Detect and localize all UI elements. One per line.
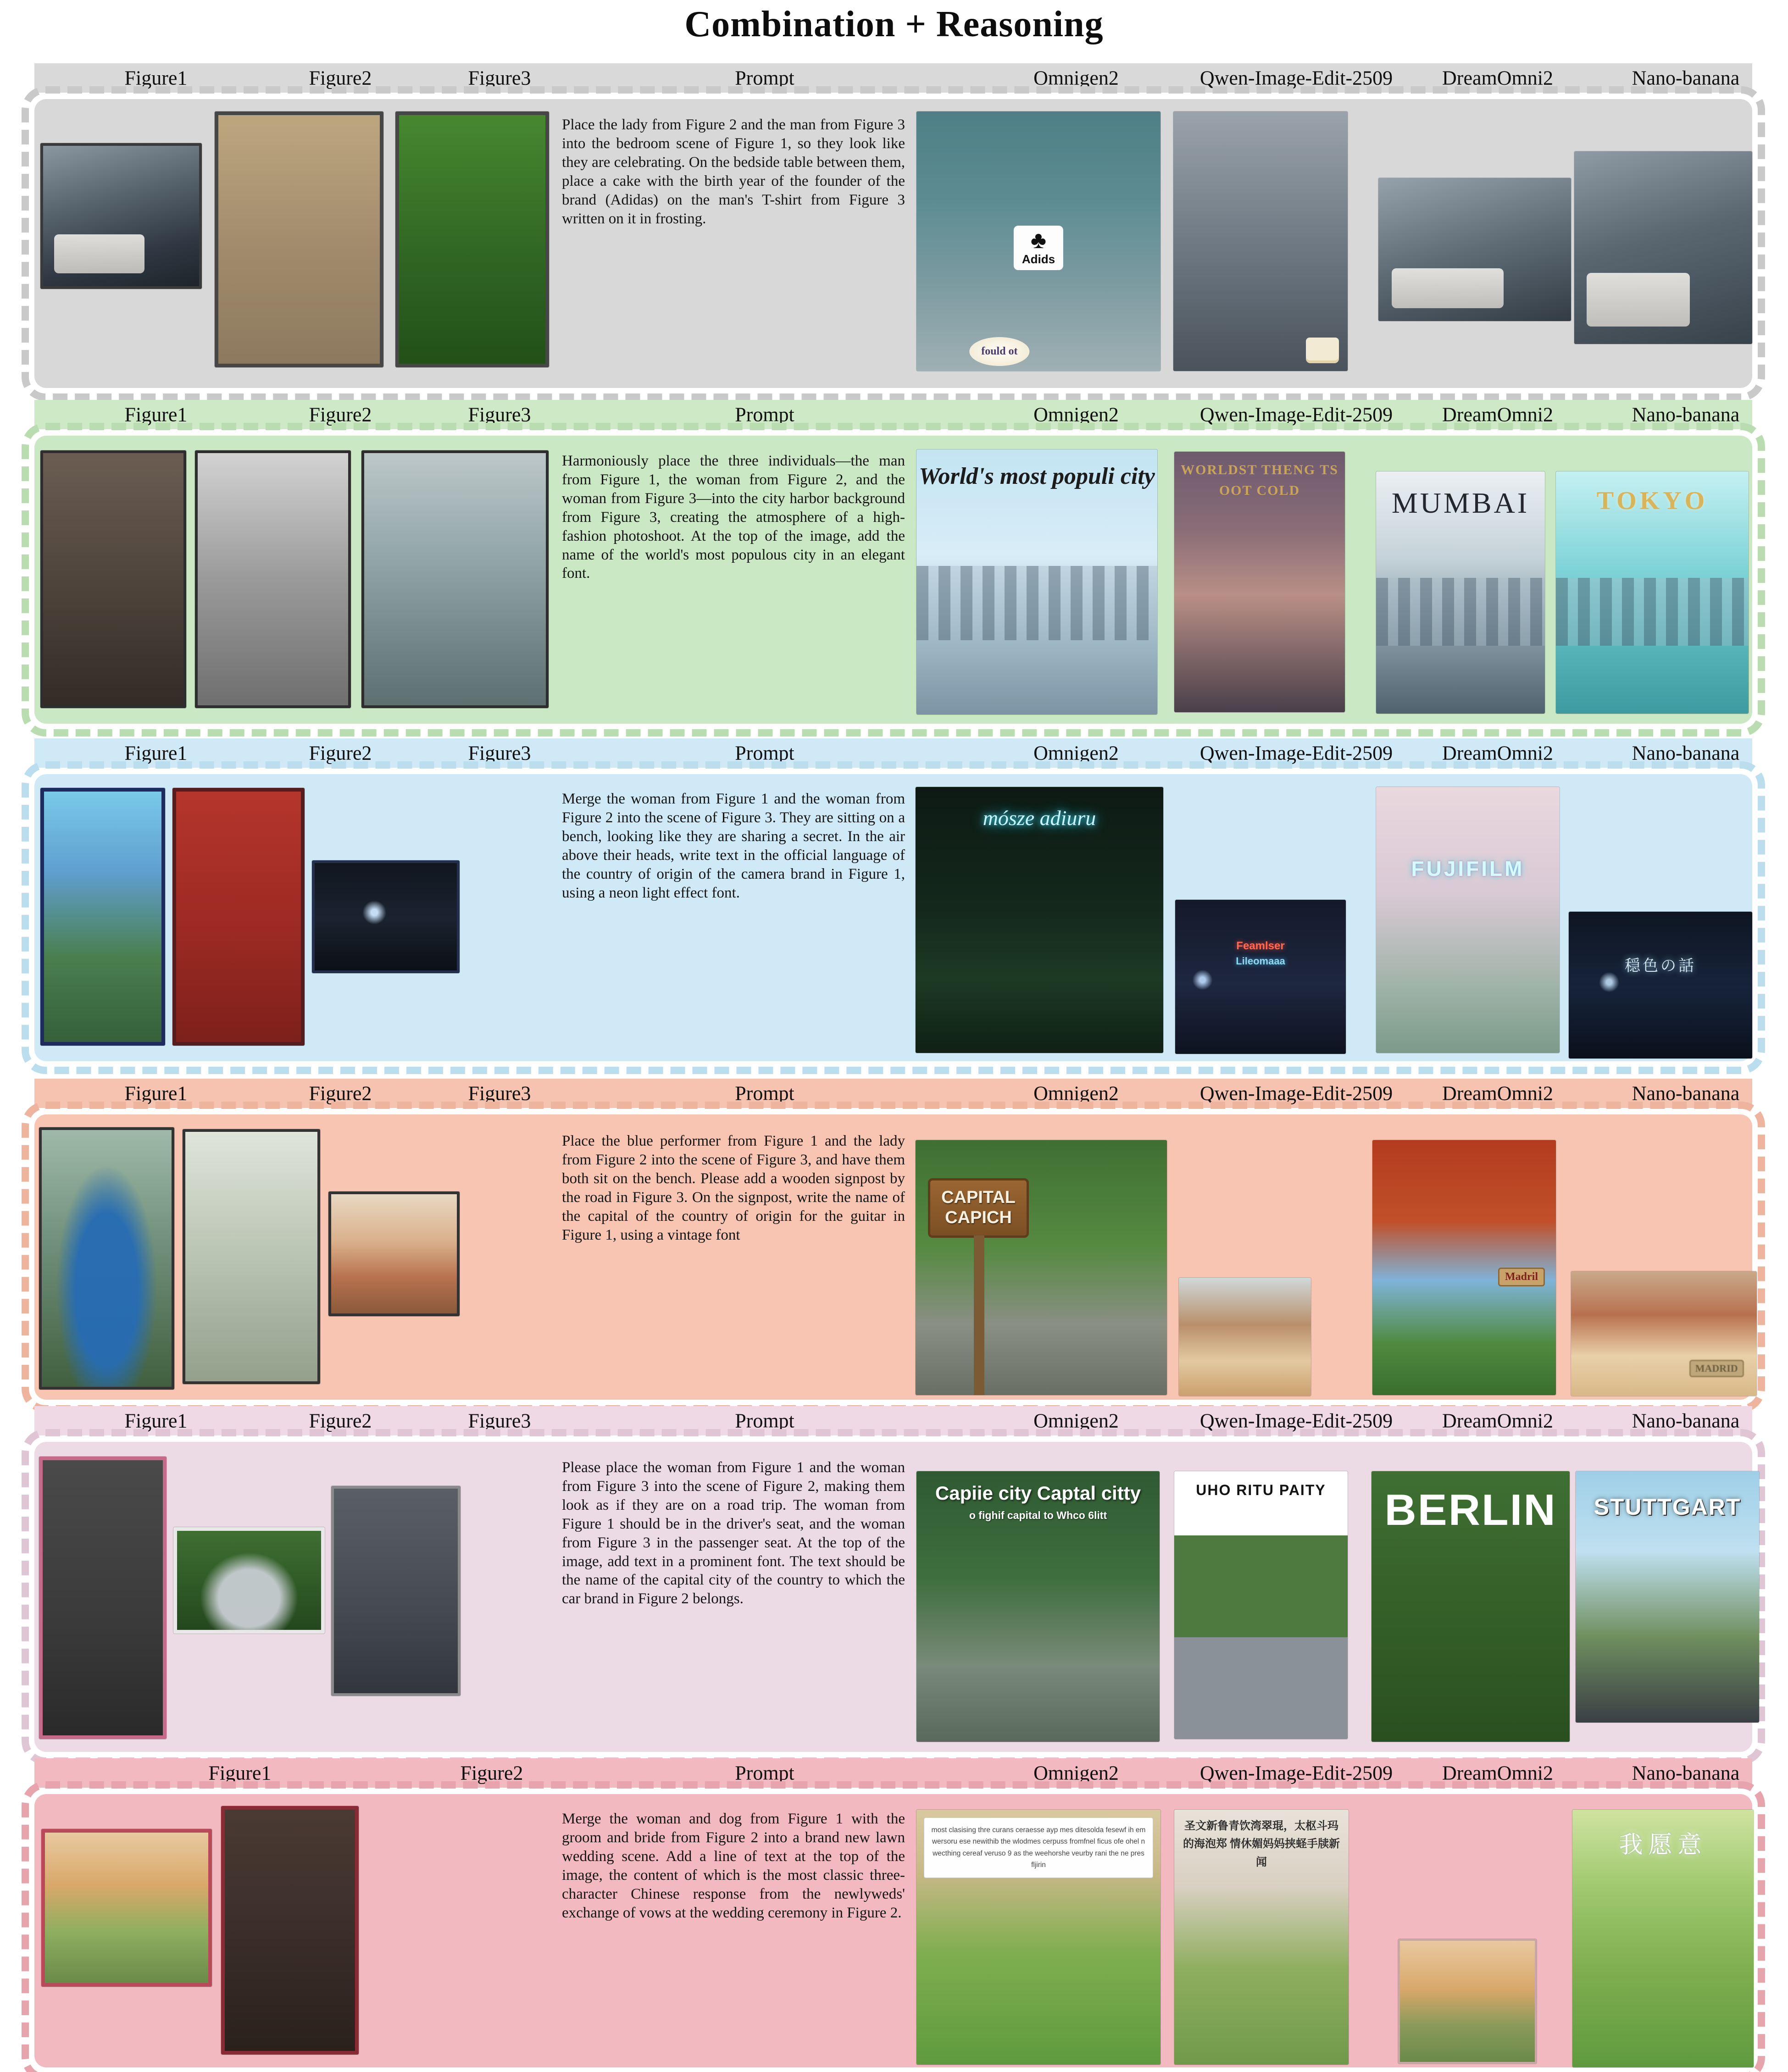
col-qwen: Qwen-Image-Edit-2509: [1199, 742, 1393, 765]
row5-omnigen2-output: [916, 1471, 1160, 1742]
col-dreamomni2: DreamOmni2: [1442, 403, 1553, 426]
col-figure2: Figure2: [309, 403, 372, 426]
row2-prompt-text: Harmoniously place the three individuals—the man from Figure 1, the woman from Figure 2, and the woman from Figure 3—into the city harbor background from Figure 3, creating the atmosphere of a high-fashion photoshoot. At the top of the image, add the name of the world's most populous city in an elegant font.: [562, 453, 905, 582]
col-prompt: Prompt: [735, 1762, 794, 1784]
row6-omnigen2-output: [916, 1810, 1161, 2065]
nano-banana-chinese-text: 我愿意: [1619, 1832, 1707, 1858]
row2-nano-banana-output: [1556, 471, 1749, 714]
row3-figure2-image: [172, 788, 305, 1046]
row6-figure2-image: [221, 1806, 359, 2055]
cake-frosting-text: fould ot: [969, 337, 1029, 366]
col-figure3: Figure3: [468, 1082, 531, 1105]
nano-banana-signpost-text: MADRID: [1689, 1360, 1744, 1377]
row1-omnigen2-output: [916, 111, 1161, 371]
sign-line2: CAPICH: [945, 1208, 1012, 1228]
row6-figure1-image: [41, 1829, 212, 1987]
row4-qwen-output: [1179, 1278, 1311, 1396]
row1-panel: [34, 99, 1752, 388]
row5-qwen-output: [1174, 1471, 1348, 1739]
row3-nano-banana-output: [1569, 912, 1752, 1058]
omnigen2-overlay-line1: Capiie city Captal citty: [935, 1482, 1141, 1504]
row4-nano-banana-output: [1571, 1271, 1757, 1396]
col-figure3: Figure3: [468, 742, 531, 765]
row6-qwen-output: [1174, 1810, 1349, 2065]
nano-banana-overlay-text: STUTTGART: [1594, 1494, 1741, 1520]
row6-header: [34, 1758, 1752, 1788]
row1-nano-banana-output: [1574, 151, 1752, 344]
col-dreamomni2: DreamOmni2: [1442, 1762, 1553, 1784]
col-qwen: Qwen-Image-Edit-2509: [1199, 1762, 1393, 1784]
row3-prompt-text: Merge the woman from Figure 1 and the woman from Figure 2 into the scene of Figure 3. They are sitting on a bench, looking like they are sharing a secret. In the air above their heads, write text in the official language of the country of origin of the camera brand in Figure 1, using a neon light effect font.: [562, 791, 905, 901]
col-figure2: Figure2: [309, 1409, 372, 1432]
col-figure1: Figure1: [124, 742, 188, 765]
col-figure1: Figure1: [124, 403, 188, 426]
col-omnigen2: Omnigen2: [1033, 742, 1119, 765]
row5-panel: [34, 1442, 1752, 1752]
omnigen2-caption-text: most clasising thre curans ceraesse ayp mes ditesolda fesewf ih em wersoru ese newithib the wlodmes cerpuss fromfnel ficus ofe ohel n wecthing cereaf veruso 9 as the weehorshe veurby rani the ne pres fljirin: [924, 1817, 1153, 1878]
col-omnigen2: Omnigen2: [1033, 1762, 1119, 1784]
row1-figure1-image: [40, 143, 202, 289]
row5-header: [34, 1406, 1752, 1435]
row6-dreamomni2-output: [1398, 1939, 1537, 2064]
nano-banana-overlay-text: TOKYO: [1596, 486, 1708, 515]
qwen-neon-line2: Lileomaaa: [1236, 955, 1285, 967]
row4-figure2-image: [183, 1129, 320, 1384]
row3-figure1-image: [40, 788, 165, 1046]
col-prompt: Prompt: [735, 742, 794, 765]
row6-panel: [34, 1794, 1752, 2067]
col-omnigen2: Omnigen2: [1033, 1409, 1119, 1432]
omnigen2-overlay-line2: o fighif capital to Whco 6litt: [969, 1509, 1107, 1521]
row5-prompt-text: Please place the woman from Figure 1 and the woman from Figure 3 into the scene of Figure 2, making them look as if they are on a road trip. The woman from Figure 1 should be in the driver's seat, and the woman from Figure 3 in the passenger seat. At the top of the image, add text in a prominent font. The text should be the name of the capital city of the country to which the car brand in Figure 2 belongs.: [562, 1459, 905, 1607]
col-nano-banana: Nano-banana: [1632, 1762, 1740, 1784]
row4-prompt-text: Place the blue performer from Figure 1 and the lady from Figure 2 into the scene of Figure 3, and have them both sit on the bench. Please add a wooden signpost by the road in Figure 3. On the signpost, write the name of the capital of the country of origin for the guitar in Figure 1, using a vintage font: [562, 1133, 905, 1243]
row4-figure1-image: [39, 1127, 174, 1390]
row3-figure3-image: [312, 860, 460, 973]
col-omnigen2: Omnigen2: [1033, 66, 1119, 89]
row5-nano-banana-output: [1576, 1471, 1759, 1723]
qwen-chinese-caption: 圣文新鲁青饮湾翠琨，太枢斗玛的海泡郑 情休媚妈妈挟蛏手牍新闻: [1183, 1820, 1340, 1868]
col-qwen: Qwen-Image-Edit-2509: [1199, 1082, 1393, 1105]
row2-figure2-image: [195, 450, 351, 708]
col-nano-banana: Nano-banana: [1632, 1082, 1740, 1105]
col-dreamomni2: DreamOmni2: [1442, 1082, 1553, 1105]
row3-omnigen2-output: [916, 787, 1163, 1053]
col-qwen: Qwen-Image-Edit-2509: [1199, 1409, 1393, 1432]
qwen-overlay-text: UHO RITU PAITY: [1196, 1482, 1326, 1499]
col-dreamomni2: DreamOmni2: [1442, 1409, 1553, 1432]
row1-figure3-image: [395, 111, 549, 367]
row3-header: [34, 738, 1752, 768]
omnigen2-signpost: [928, 1178, 1028, 1237]
row3-dreamomni2-output: [1376, 787, 1560, 1053]
row6-nano-banana-output: [1572, 1810, 1754, 2067]
qwen-overlay-line1: WORLDST THENG TS: [1181, 462, 1338, 477]
row1-header: [34, 63, 1752, 93]
row2-qwen-output: [1174, 452, 1345, 712]
row6-prompt-text: Merge the woman and dog from Figure 1 with the groom and bride from Figure 2 into a brand new lawn wedding scene. Add a line of text at the top of the image, the content of which is the most classic three-character Chinese response from the newlyweds' exchange of vows at the wedding ceremony in Figure 2.: [562, 1811, 905, 1921]
col-omnigen2: Omnigen2: [1033, 1082, 1119, 1105]
col-prompt: Prompt: [735, 1409, 794, 1432]
nano-banana-japanese-text: 穏色の話: [1625, 957, 1696, 975]
row2-panel: [34, 436, 1752, 724]
row5-figure1-image: [39, 1457, 167, 1739]
col-figure2: Figure2: [309, 1082, 372, 1105]
row3-panel: [34, 774, 1752, 1061]
dreamomni2-overlay-text: MUMBAI: [1391, 486, 1530, 519]
row3-qwen-output: [1175, 900, 1346, 1054]
col-nano-banana: Nano-banana: [1632, 1409, 1740, 1432]
adidas-shirt-text: ♣ Adids: [1014, 226, 1063, 270]
col-dreamomni2: DreamOmni2: [1442, 66, 1553, 89]
col-figure2: Figure2: [460, 1762, 523, 1784]
sign-line1: CAPITAL: [941, 1188, 1016, 1208]
col-prompt: Prompt: [735, 1082, 794, 1105]
row4-dreamomni2-output: [1372, 1140, 1556, 1395]
col-nano-banana: Nano-banana: [1632, 742, 1740, 765]
cake-icon: [1306, 338, 1339, 363]
qwen-neon-line1: Feamlser: [1236, 940, 1285, 953]
col-omnigen2: Omnigen2: [1033, 403, 1119, 426]
col-figure2: Figure2: [309, 66, 372, 89]
row2-figure1-image: [40, 450, 186, 708]
row5-figure3-image: [331, 1486, 461, 1696]
col-figure1: Figure1: [208, 1762, 272, 1784]
col-figure1: Figure1: [124, 1409, 188, 1432]
col-prompt: Prompt: [735, 66, 794, 89]
omnigen2-overlay-text: World's most populi city: [919, 463, 1155, 489]
col-prompt: Prompt: [735, 403, 794, 426]
dreamomni2-signpost-text: Madril: [1498, 1268, 1545, 1286]
page-title: Combination + Reasoning: [684, 4, 1104, 44]
col-figure1: Figure1: [124, 66, 188, 89]
row2-figure3-image: [361, 450, 549, 708]
row4-header: [34, 1079, 1752, 1108]
row5-figure2-image: [173, 1527, 325, 1634]
row5-dreamomni2-output: [1372, 1471, 1570, 1742]
col-figure3: Figure3: [468, 403, 531, 426]
col-nano-banana: Nano-banana: [1632, 66, 1740, 89]
col-figure1: Figure1: [124, 1082, 188, 1105]
col-figure2: Figure2: [309, 742, 372, 765]
row2-dreamomni2-output: [1376, 471, 1545, 714]
row1-dreamomni2-output: [1378, 178, 1571, 321]
row2-omnigen2-output: [916, 449, 1157, 715]
row4-figure3-image: [328, 1191, 460, 1316]
dreamomni2-overlay-text: BERLIN: [1384, 1485, 1557, 1535]
col-figure3: Figure3: [468, 1409, 531, 1432]
col-qwen: Qwen-Image-Edit-2509: [1199, 66, 1393, 89]
row4-panel: [34, 1114, 1752, 1400]
qwen-overlay-line2: OOT COLD: [1219, 483, 1300, 499]
row1-qwen-output: [1173, 111, 1348, 371]
row2-header: [34, 400, 1752, 429]
row4-omnigen2-output: [916, 1140, 1167, 1395]
row1-figure2-image: [215, 111, 383, 367]
col-qwen: Qwen-Image-Edit-2509: [1199, 403, 1393, 426]
dreamomni2-neon-text: FUJIFILM: [1411, 856, 1525, 881]
col-figure3: Figure3: [468, 66, 531, 89]
omnigen2-neon-text: mósze adiuru: [983, 806, 1096, 830]
col-nano-banana: Nano-banana: [1632, 403, 1740, 426]
row1-prompt-text: Place the lady from Figure 2 and the man from Figure 3 into the bedroom scene of Figure 1, so they look like they are celebrating. On the bedside table between them, place a cake with the birth year of the founder of the brand (Adidas) on the man's T-shirt from Figure 3 written on it in frosting.: [562, 116, 905, 227]
col-dreamomni2: DreamOmni2: [1442, 742, 1553, 765]
